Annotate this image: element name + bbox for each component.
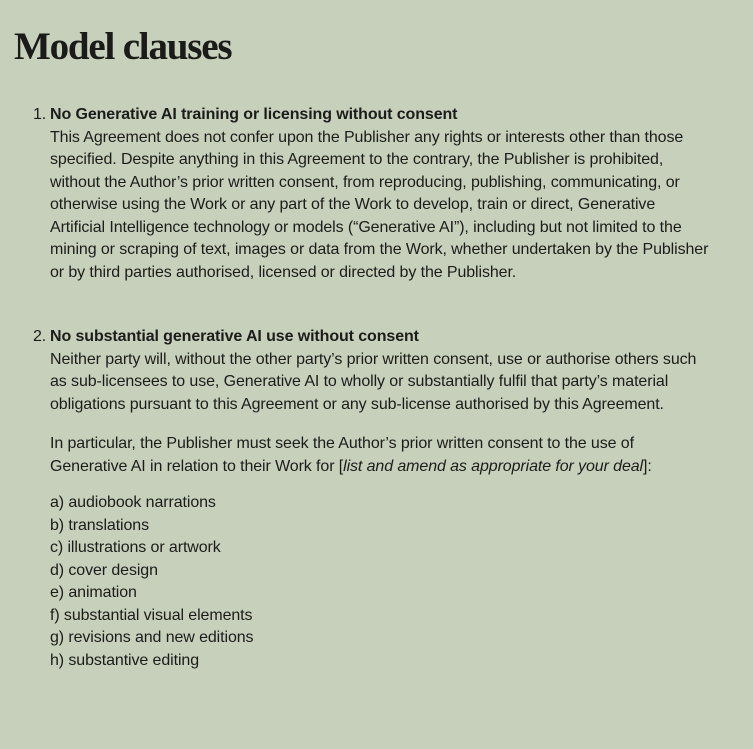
clause-2-number: 2. [33, 328, 47, 345]
clause-2-heading: No substantial generative AI use without consent [50, 328, 419, 345]
list-item: g) revisions and new editions [50, 629, 254, 646]
list-item: h) substantive editing [50, 651, 200, 669]
intro-text-end: ]: [643, 457, 652, 475]
list-item: b) translations [50, 516, 149, 534]
list-item: d) cover design [50, 561, 158, 579]
page-title: Model clauses [14, 25, 232, 68]
use-case-list [50, 492, 712, 672]
clause-list [33, 104, 753, 672]
clause-2-body: Neither party will, without the other party’s prior written consent, use or authorise others such as sub-licensees to use, Generative AI to wholly or substantially fulfil that party’s material obligations pursuant to this Agreement or any sub-license authorised by this Agreement. [50, 350, 697, 413]
clause-2-content [50, 326, 712, 672]
list-item: f) substantial visual elements [50, 606, 253, 624]
clause-2-intro [50, 433, 712, 478]
list-item: c) illustrations or artwork [50, 539, 221, 556]
clause-2 [33, 326, 753, 672]
page [0, 24, 753, 749]
intro-editable-note: list and amend as appropriate for your deal [343, 457, 644, 475]
clause-1 [33, 104, 753, 284]
list-item: e) animation [50, 584, 137, 601]
document [0, 24, 753, 749]
clause-1-content [50, 104, 712, 284]
clause-1-number: 1. [33, 106, 47, 123]
clause-1-body: This Agreement does not confer upon the Publisher any rights or interests other than those specified. Despite anything in this Agreement to the contrary, the Publisher is prohibited, without the Author’s prior written consent, from reproducing, publishing, communicating, or otherwise using the Work or any part of the Work to develop, train or direct, Generative Artificial Intelligence technology or models (“Generative AI”), including but not limited to the mining or scraping of text, images or data from the Work, whether undertaken by the Publisher or by third parties authorised, licensed or directed by the Publisher. [50, 128, 709, 281]
clause-1-heading: No Generative AI training or licensing without consent [50, 106, 458, 123]
intro-text: In particular, the Publisher must seek the Author’s prior written consent to the use of Generative AI in relation to their Work for [ [50, 435, 634, 475]
list-item: a) audiobook narrations [50, 494, 216, 511]
